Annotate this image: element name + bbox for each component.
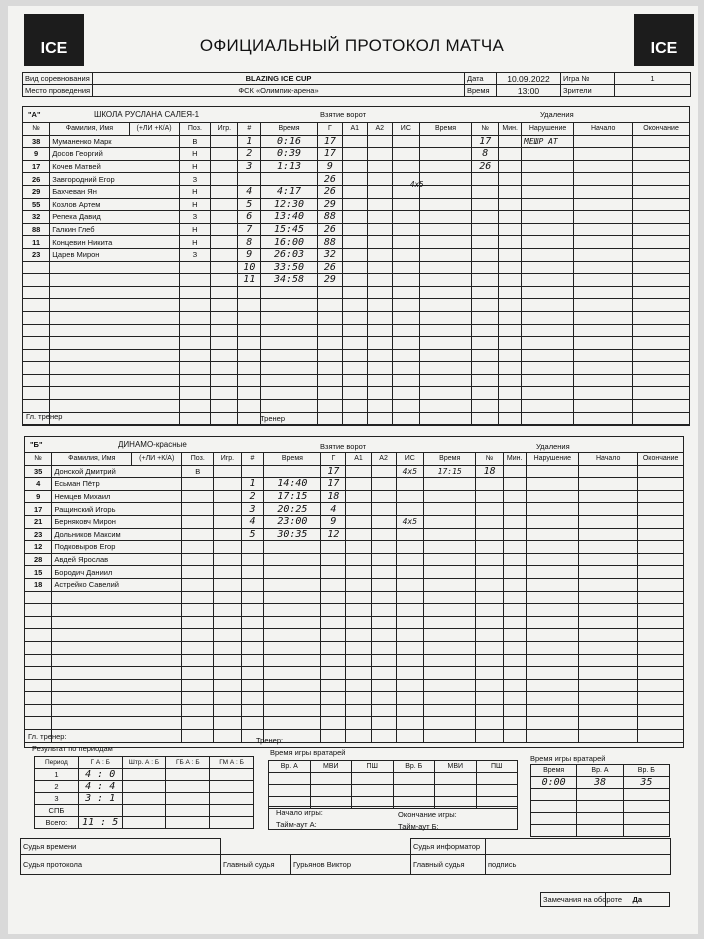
table-row [23, 349, 690, 362]
period-results-table: Период Г А : Б Штр. А : Б ГБ А : Б ГМ А : Б 1 4 : 0 2 4 : 4 3 3 : 1 СПБ Всего: 11 : 5 [34, 756, 254, 829]
table-row: 17 Ращинский Игорь 3 20:25 4 [25, 503, 684, 516]
table-row: 9 Немцев Михаил 2 17:15 18 [25, 490, 684, 503]
goalkeeper-time-table-2: Время Вр. А Вр. Б 0:00 38 35 [530, 764, 670, 837]
table-row: 21 Берняковч Мирон 4 23:00 9 4x5 [25, 515, 684, 528]
table-row [25, 667, 684, 680]
table-row [23, 311, 690, 324]
table-row: СПБ [35, 805, 254, 817]
table-row: 10 33:50 26 [23, 261, 690, 274]
table-row [23, 374, 690, 387]
col-header: № [476, 453, 503, 466]
col-header: Время [261, 123, 318, 136]
table-row: 3 3 : 1 [35, 793, 254, 805]
team-b-goals-header: Взятие ворот [320, 442, 367, 451]
col-header: Мин. [503, 453, 526, 466]
match-info-table [22, 72, 691, 97]
table-row: 55 Козлов Артем Н 5 12:30 29 [23, 198, 690, 211]
col-header: Начало [574, 123, 633, 136]
gk-time2-title: Время игры вратарей [530, 754, 606, 763]
table-row [23, 400, 690, 413]
table-row: 18 Астрейко Савелий [25, 578, 684, 591]
table-row: 17 Кочев Матвей Н 3 1:13 9 26 [23, 160, 690, 173]
table-row [25, 591, 684, 604]
team-a-table [22, 122, 690, 425]
start-label: Начало игры: [276, 808, 323, 817]
team-b-table [24, 452, 684, 743]
team-b-trainer-label: Тренер: [256, 736, 284, 745]
col-header: Нарушение [526, 453, 578, 466]
table-row [25, 704, 684, 717]
competition-value: BLAZING ICE CUP [93, 73, 465, 85]
col-header: Фамилия, Имя [50, 123, 129, 136]
table-row: 28 Авдей Ярослав [25, 553, 684, 566]
team-a-tag: "А" [28, 110, 41, 119]
table-row: 12 Подковыров Егор [25, 541, 684, 554]
col-header: # [241, 453, 264, 466]
main-judge-label: Главный судья [221, 855, 291, 875]
table-row: 1 4 : 0 [35, 769, 254, 781]
end-label: Окончание игры: [398, 810, 457, 819]
protocol-judge-label: Судья протокола [21, 855, 221, 875]
team-b-coach-label: Гл. тренер: [28, 732, 67, 741]
venue-value: ФСК «Олимпик-арена» [93, 85, 465, 97]
remarks-yes: Да [605, 893, 670, 907]
col-header: Время [264, 453, 321, 466]
time-label: Время [465, 85, 497, 97]
team-a-penalties-header: Удаления [540, 110, 574, 119]
ice-logo-right: ICE [634, 14, 694, 66]
main-judge2-label: Главный судья [411, 855, 486, 875]
col-header: Начало [579, 453, 638, 466]
table-row [25, 641, 684, 654]
col-header: Г [317, 123, 342, 136]
page-title: ОФИЦИАЛЬНЫЙ ПРОТОКОЛ МАТЧА [199, 36, 505, 55]
col-header: Поз. [179, 123, 211, 136]
gk-time-title: Время игры вратарей [270, 748, 346, 757]
signature-cell: подпись [486, 855, 671, 875]
col-header: № [25, 453, 52, 466]
table-row [25, 730, 684, 743]
informator-label: Судья информатор [411, 839, 486, 855]
main-judge-name: Гурьянов Виктор [291, 855, 411, 875]
team-a-trainer-label: Тренер [260, 414, 285, 423]
table-row: 32 Репека Давид З 6 13:40 88 [23, 211, 690, 224]
date-label: Дата [465, 73, 497, 85]
col-header: (+ЛИ +К/А) [132, 453, 182, 466]
table-row: 23 Дольников Максим 5 30:35 12 [25, 528, 684, 541]
table-row [25, 604, 684, 617]
table-row: 38 Муманенко Марк В 1 0:16 17 17 МЕШР АТ [23, 135, 690, 148]
col-header: А2 [371, 453, 396, 466]
col-header: А1 [346, 453, 371, 466]
col-header: ИС [392, 123, 419, 136]
table-row: 11 Концевин Никита Н 8 16:00 88 [23, 236, 690, 249]
table-row: 9 Досов Георгий Н 2 0:39 17 8 [23, 148, 690, 161]
date-value: 10.09.2022 [497, 73, 561, 85]
table-row: Всего: 11 : 5 [35, 817, 254, 829]
table-row [23, 412, 690, 425]
goalkeeper-time-table: Вр. А МВИ ПШ Вр. Б МВИ ПШ [268, 760, 518, 809]
col-header: Окончание [638, 453, 684, 466]
col-header: Поз. [182, 453, 214, 466]
team-a-is-note: 4x5 [410, 180, 424, 189]
table-row: 29 Бахчеван Ян Н 4 4:17 26 [23, 185, 690, 198]
col-header: Фамилия, Имя [52, 453, 132, 466]
spectators-value [615, 85, 691, 97]
table-row [23, 286, 690, 299]
col-header: № [23, 123, 50, 136]
table-row: 4 Есьман Пётр 1 14:40 17 [25, 478, 684, 491]
remarks-table [540, 892, 670, 907]
competition-label: Вид соревнования [23, 73, 93, 85]
table-row [25, 616, 684, 629]
spectators-label: Зрители [561, 85, 615, 97]
team-b-name: ДИНАМО-красные [118, 440, 187, 449]
results-title: Результат по периодам [32, 744, 113, 753]
table-row: 35 Донской Дмитрий В 17 4x5 17:15 18 [25, 465, 684, 478]
team-a-coach-label: Гл. тренер [26, 412, 63, 421]
team-b-tag: "Б" [30, 440, 43, 449]
table-row [25, 679, 684, 692]
table-row [25, 629, 684, 642]
game-value: 1 [615, 73, 691, 85]
officials-table [20, 838, 671, 875]
game-label: Игра № [561, 73, 615, 85]
table-row: 15 Бородич Даниил [25, 566, 684, 579]
col-header: Нарушение [522, 123, 574, 136]
table-row: 26 Завгородний Егор З 26 [23, 173, 690, 186]
col-header: № [472, 123, 499, 136]
col-header: Игр. [214, 453, 241, 466]
timeout-b-label: Тайм-аут Б: [398, 822, 439, 831]
col-header: (+ЛИ +К/А) [129, 123, 179, 136]
col-header: ИС [396, 453, 423, 466]
col-header: # [238, 123, 261, 136]
table-row: 23 Царев Мирон З 9 26:03 32 [23, 248, 690, 261]
team-b-penalties-header: Удаления [536, 442, 570, 451]
ice-logo-left: ICE [24, 14, 84, 66]
timeout-a-label: Тайм-аут А: [276, 820, 317, 829]
col-header: Окончание [633, 123, 690, 136]
team-a-name: ШКОЛА РУСЛАНА САЛЕЯ-1 [94, 110, 200, 119]
remarks-label: Замечания на обороте [541, 893, 606, 907]
team-a-goals-header: Взятие ворот [320, 110, 367, 119]
col-header: Мин. [499, 123, 522, 136]
table-row [25, 717, 684, 730]
table-row: 11 34:58 29 [23, 274, 690, 287]
col-header: Игр. [211, 123, 238, 136]
col-header: А2 [367, 123, 392, 136]
col-header: Время [419, 123, 471, 136]
table-row [25, 692, 684, 705]
col-header: А1 [342, 123, 367, 136]
table-row [23, 362, 690, 375]
table-row: 88 Галкин Глеб Н 7 15:45 26 [23, 223, 690, 236]
table-row [23, 324, 690, 337]
table-row [23, 337, 690, 350]
time-judge-label: Судья времени [21, 839, 221, 855]
table-row [23, 387, 690, 400]
table-row [25, 654, 684, 667]
col-header: Время [423, 453, 475, 466]
venue-label: Место проведения [23, 85, 93, 97]
table-row [23, 299, 690, 312]
table-row: 2 4 : 4 [35, 781, 254, 793]
col-header: Г [321, 453, 346, 466]
time-value: 13:00 [497, 85, 561, 97]
